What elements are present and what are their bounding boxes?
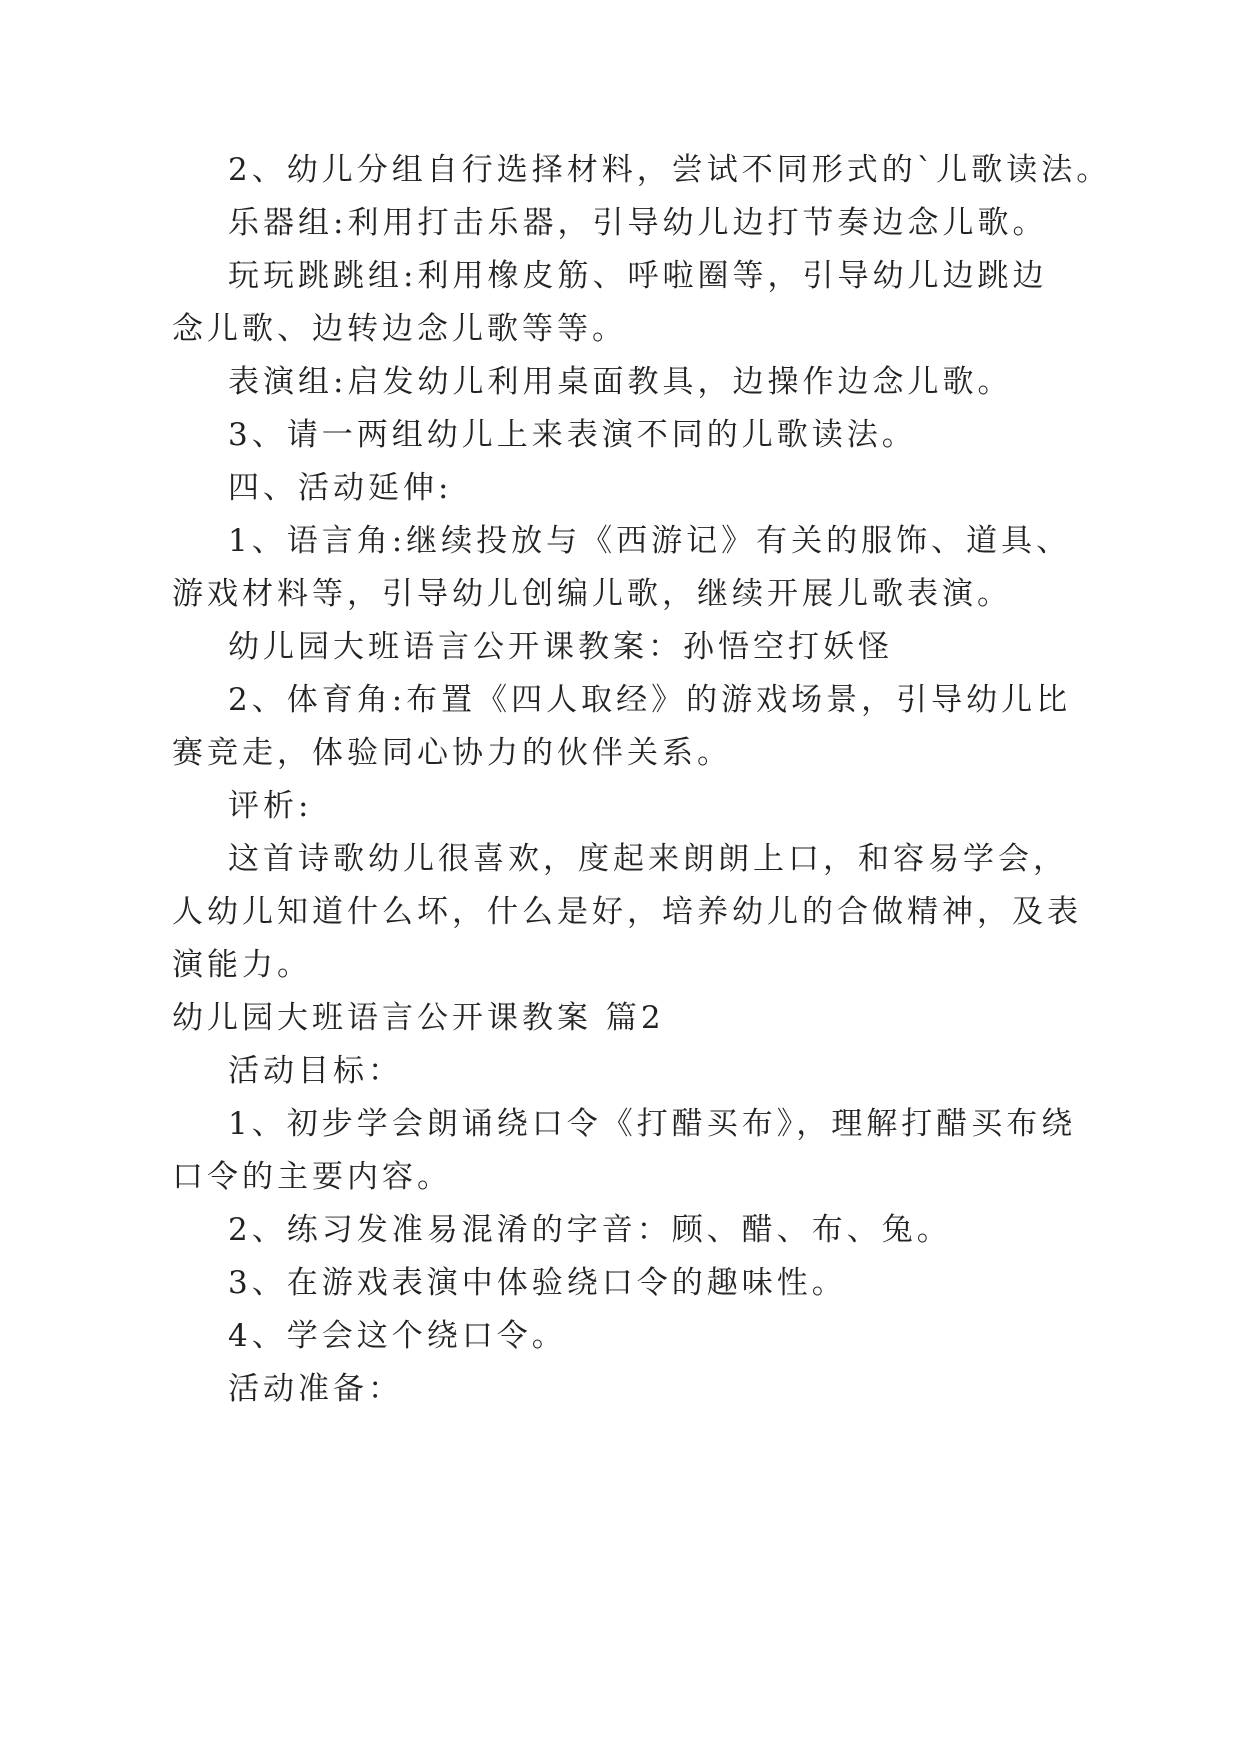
text-line: 2、幼儿分组自行选择材料，尝试不同形式的`儿歌读法。: [228, 152, 1112, 188]
text-line: 念儿歌、边转边念儿歌等等。: [172, 311, 627, 347]
section-heading: 评析:: [228, 788, 313, 824]
text-line: 赛竞走，体验同心协力的伙伴关系。: [172, 735, 732, 771]
text-line: 演能力。: [172, 947, 312, 983]
text-line: 这首诗歌幼儿很喜欢，度起来朗朗上口，和容易学会，: [228, 841, 1068, 877]
text-line: 幼儿园大班语言公开课教案：孙悟空打妖怪: [228, 629, 893, 665]
text-line: 口令的主要内容。: [172, 1159, 452, 1195]
section-heading: 活动目标：: [228, 1053, 403, 1089]
text-line: 2、练习发准易混淆的字音：顾、醋、布、兔。: [228, 1212, 952, 1248]
text-line: 4、学会这个绕口令。: [228, 1318, 567, 1354]
section-heading: 四、活动延伸:: [228, 470, 453, 506]
text-line: 人幼儿知道什么坏，什么是好，培养幼儿的合做精神，及表: [172, 894, 1082, 930]
article-title: 幼儿园大班语言公开课教案 篇2: [172, 1000, 665, 1036]
text-line: 游戏材料等，引导幼儿创编儿歌，继续开展儿歌表演。: [172, 576, 1012, 612]
text-line: 1、初步学会朗诵绕口令《打醋买布》，理解打醋买布绕: [228, 1106, 1077, 1142]
text-line: 玩玩跳跳组:利用橡皮筋、呼啦圈等，引导幼儿边跳边: [228, 258, 1048, 294]
text-line: 1、语言角:继续投放与《西游记》有关的服饰、道具、: [228, 523, 1072, 559]
text-line: 乐器组:利用打击乐器，引导幼儿边打节奏边念儿歌。: [228, 205, 1048, 241]
text-line: 表演组:启发幼儿利用桌面教具，边操作边念儿歌。: [228, 364, 1013, 400]
text-line: 2、体育角:布置《四人取经》的游戏场景，引导幼儿比: [228, 682, 1072, 718]
text-line: 3、请一两组幼儿上来表演不同的儿歌读法。: [228, 417, 917, 453]
text-line: 3、在游戏表演中体验绕口令的趣味性。: [228, 1265, 847, 1301]
section-heading: 活动准备：: [228, 1371, 403, 1407]
